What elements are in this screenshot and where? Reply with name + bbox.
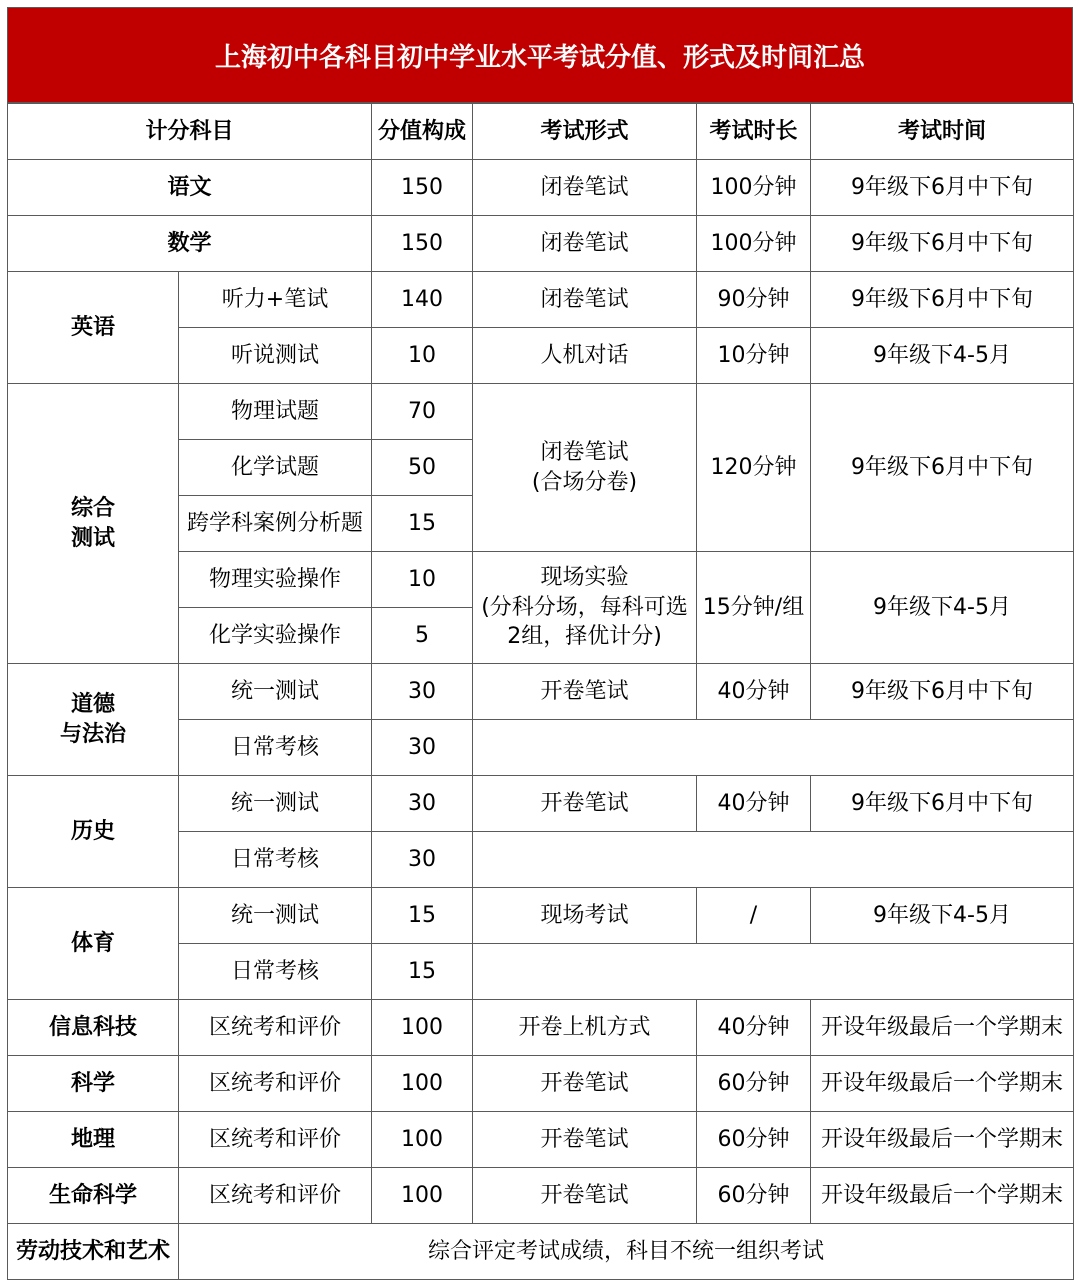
duration-cell: 120分钟 <box>697 384 811 552</box>
duration-cell: 15分钟/组 <box>697 552 811 664</box>
time-cell: 开设年级最后一个学期末 <box>811 1056 1074 1112</box>
table-row <box>8 1000 1074 1056</box>
exam-summary <box>7 7 1073 1280</box>
subject-name: 劳动技术和艺术 <box>8 1224 179 1280</box>
duration-cell: 40分钟 <box>697 1000 811 1056</box>
duration-cell: 60分钟 <box>697 1112 811 1168</box>
empty-cell <box>473 944 1074 1000</box>
time-cell: 9年级下6月中下旬 <box>811 216 1074 272</box>
part-cell: 区统考和评价 <box>179 1168 372 1224</box>
table-row <box>8 272 1074 328</box>
time-cell: 开设年级最后一个学期末 <box>811 1112 1074 1168</box>
score-cell: 30 <box>372 776 473 832</box>
form-cell: 开卷上机方式 <box>473 1000 697 1056</box>
time-cell: 9年级下6月中下旬 <box>811 272 1074 328</box>
part-cell: 物理实验操作 <box>179 552 372 608</box>
subject-name: 信息科技 <box>8 1000 179 1056</box>
time-cell: 9年级下6月中下旬 <box>811 160 1074 216</box>
score-cell: 15 <box>372 944 473 1000</box>
score-cell: 150 <box>372 216 473 272</box>
duration-cell: / <box>697 888 811 944</box>
duration-cell: 90分钟 <box>697 272 811 328</box>
part-cell: 听说测试 <box>179 328 372 384</box>
form-cell: 现场考试 <box>473 888 697 944</box>
form-cell: 闭卷笔试 <box>473 272 697 328</box>
form-cell: 闭卷笔试 <box>473 160 697 216</box>
score-cell: 10 <box>372 328 473 384</box>
duration-cell: 60分钟 <box>697 1168 811 1224</box>
table-row <box>8 216 1074 272</box>
table-row <box>8 1224 1074 1280</box>
score-cell: 30 <box>372 832 473 888</box>
empty-cell <box>473 720 1074 776</box>
score-cell: 100 <box>372 1056 473 1112</box>
subject-name: 数学 <box>8 216 372 272</box>
part-cell: 跨学科案例分析题 <box>179 496 372 552</box>
part-cell: 日常考核 <box>179 832 372 888</box>
table-row <box>8 1056 1074 1112</box>
score-cell: 70 <box>372 384 473 440</box>
part-cell: 化学试题 <box>179 440 372 496</box>
subject-name <box>8 384 179 664</box>
subject-name: 历史 <box>8 776 179 888</box>
table-row <box>8 160 1074 216</box>
subject-name: 语文 <box>8 160 372 216</box>
exam-table <box>7 103 1074 1280</box>
score-cell: 10 <box>372 552 473 608</box>
form-cell: 开卷笔试 <box>473 776 697 832</box>
score-cell: 50 <box>372 440 473 496</box>
time-cell: 9年级下4-5月 <box>811 552 1074 664</box>
form-cell: 开卷笔试 <box>473 1056 697 1112</box>
part-cell: 化学实验操作 <box>179 608 372 664</box>
table-row <box>8 664 1074 720</box>
time-cell: 9年级下4-5月 <box>811 888 1074 944</box>
time-cell: 9年级下6月中下旬 <box>811 776 1074 832</box>
form-line: 2组，择优计分) <box>507 624 662 650</box>
header-score: 分值构成 <box>372 104 473 160</box>
time-cell: 9年级下4-5月 <box>811 328 1074 384</box>
subject-line: 道德 <box>70 691 115 717</box>
form-line: (合场分卷) <box>531 469 638 495</box>
subject-name: 生命科学 <box>8 1168 179 1224</box>
time-cell: 9年级下6月中下旬 <box>811 384 1074 552</box>
time-cell: 开设年级最后一个学期末 <box>811 1000 1074 1056</box>
header-time: 考试时间 <box>811 104 1074 160</box>
subject-name: 科学 <box>8 1056 179 1112</box>
score-cell: 150 <box>372 160 473 216</box>
part-cell: 区统考和评价 <box>179 1056 372 1112</box>
header-duration: 考试时长 <box>697 104 811 160</box>
duration-cell: 40分钟 <box>697 776 811 832</box>
table-row <box>8 1168 1074 1224</box>
score-cell: 15 <box>372 888 473 944</box>
form-cell: 闭卷笔试 <box>473 216 697 272</box>
score-cell: 140 <box>372 272 473 328</box>
part-cell: 听力+笔试 <box>179 272 372 328</box>
form-cell: 开卷笔试 <box>473 1168 697 1224</box>
part-cell: 统一测试 <box>179 664 372 720</box>
part-cell: 统一测试 <box>179 776 372 832</box>
subject-name <box>8 664 179 776</box>
score-cell: 15 <box>372 496 473 552</box>
duration-cell: 100分钟 <box>697 160 811 216</box>
score-cell: 100 <box>372 1168 473 1224</box>
duration-cell: 100分钟 <box>697 216 811 272</box>
empty-cell <box>473 832 1074 888</box>
part-cell: 物理试题 <box>179 384 372 440</box>
form-line: (分科分场，每科可选 <box>481 594 688 620</box>
time-cell: 开设年级最后一个学期末 <box>811 1168 1074 1224</box>
subject-line: 测试 <box>70 525 115 551</box>
score-cell: 30 <box>372 720 473 776</box>
part-cell: 统一测试 <box>179 888 372 944</box>
form-cell <box>473 552 697 664</box>
header-form: 考试形式 <box>473 104 697 160</box>
subject-name: 地理 <box>8 1112 179 1168</box>
form-cell: 开卷笔试 <box>473 1112 697 1168</box>
score-cell: 100 <box>372 1112 473 1168</box>
page-title: 上海初中各科目初中学业水平考试分值、形式及时间汇总 <box>7 7 1073 103</box>
score-cell: 30 <box>372 664 473 720</box>
table-row <box>8 384 1074 440</box>
form-cell: 人机对话 <box>473 328 697 384</box>
subject-line: 与法治 <box>59 721 126 747</box>
form-line: 现场实验 <box>540 564 629 590</box>
score-cell: 100 <box>372 1000 473 1056</box>
table-row <box>8 776 1074 832</box>
score-cell: 5 <box>372 608 473 664</box>
duration-cell: 40分钟 <box>697 664 811 720</box>
duration-cell: 60分钟 <box>697 1056 811 1112</box>
part-cell: 日常考核 <box>179 944 372 1000</box>
subject-name: 英语 <box>8 272 179 384</box>
subject-line: 综合 <box>70 495 115 521</box>
header-subject: 计分科目 <box>8 104 372 160</box>
part-cell: 日常考核 <box>179 720 372 776</box>
note-cell: 综合评定考试成绩，科目不统一组织考试 <box>179 1224 1074 1280</box>
form-cell: 开卷笔试 <box>473 664 697 720</box>
table-row <box>8 888 1074 944</box>
form-cell <box>473 384 697 552</box>
time-cell: 9年级下6月中下旬 <box>811 664 1074 720</box>
table-row <box>8 1112 1074 1168</box>
form-line: 闭卷笔试 <box>540 439 629 465</box>
duration-cell: 10分钟 <box>697 328 811 384</box>
subject-name: 体育 <box>8 888 179 1000</box>
part-cell: 区统考和评价 <box>179 1000 372 1056</box>
part-cell: 区统考和评价 <box>179 1112 372 1168</box>
header-row <box>8 104 1074 160</box>
